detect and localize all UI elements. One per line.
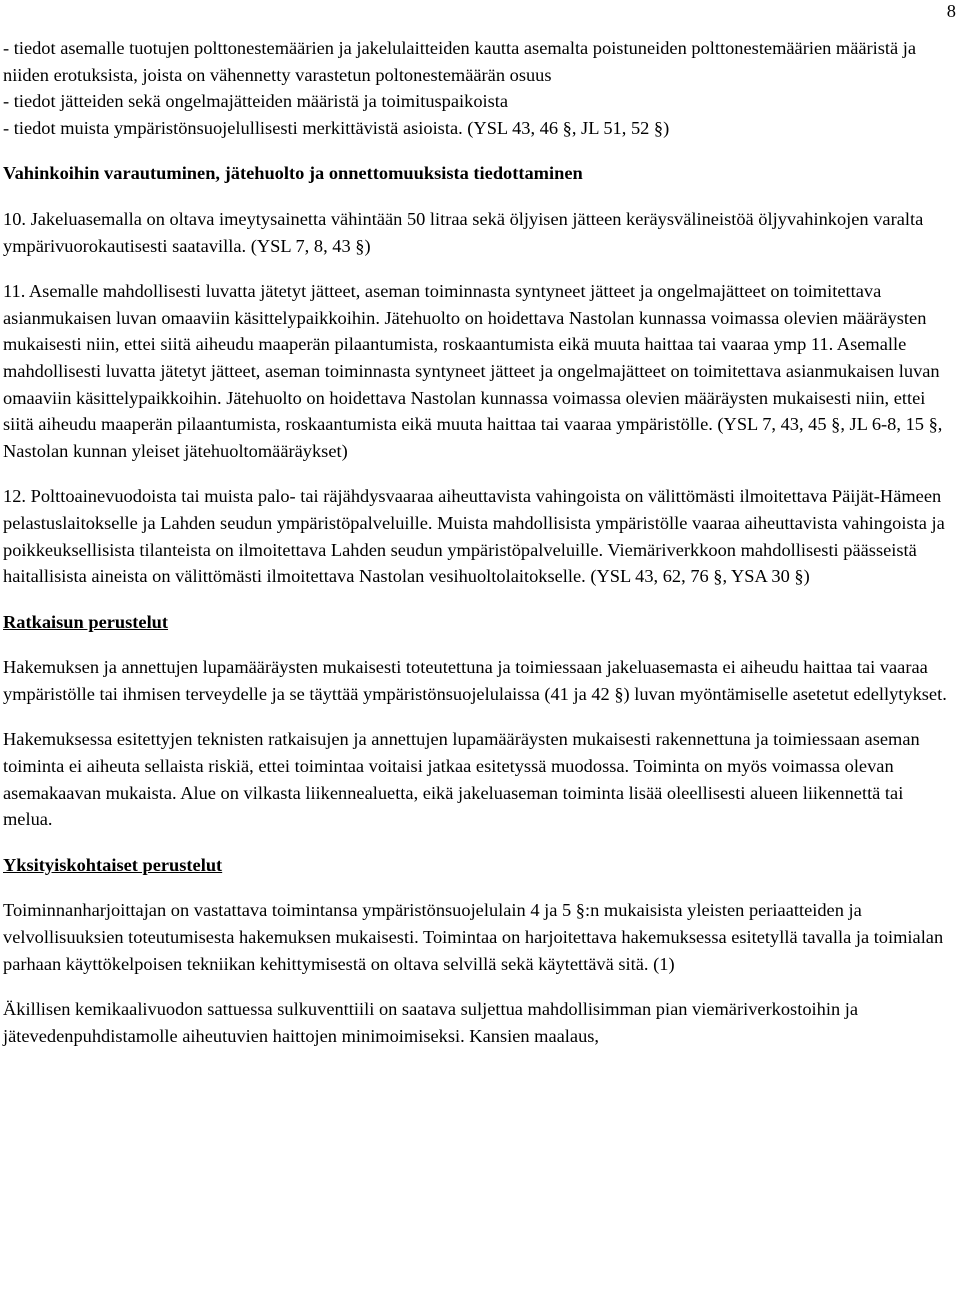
- bullet-item: - tiedot jätteiden sekä ongelmajätteiden määristä ja toimituspaikoista: [3, 91, 509, 112]
- section-heading: Vahinkoihin varautuminen, jätehuolto ja onnettomuuksista tiedottaminen: [3, 163, 583, 184]
- paragraph-hakemuksessa: Hakemuksessa esitettyjen teknisten ratkaisujen ja annettujen lupamääräysten mukaisesti rakennettuna ja toimiessaan aseman toiminta ei aiheuta sellaista riskiä, ettei toimintaa voitaisi jatkaa esitetyssä muodossa. Toiminta on myös voimassa olevan asemakaavan mukaista. Alue on vilkasta liikennealuetta, eikä jakeluaseman toiminta lisää oleellisesti alueen liikennettä tai melua.: [3, 729, 920, 830]
- heading-ratkaisun-perustelut: Ratkaisun perustelut: [3, 611, 169, 632]
- heading-yksityiskohtaiset-perustelut: Yksityiskohtaiset perustelut: [3, 854, 223, 875]
- paragraph-hakemuksen: Hakemuksen ja annettujen lupamääräysten mukaisesti toteutettuna ja toimiessaan jakeluasemasta ei aiheudu haittaa tai vaaraa ympäristölle tai ihmisen terveydelle ja se täyttää ympäristönsuojelulaissa (41 ja 42 §) luvan myöntämiselle asetetut edellytykset.: [3, 657, 947, 704]
- paragraph-toiminnanharjoittajan: Toiminnanharjoittajan on vastattava toimintansa ympäristönsuojelulain 4 ja 5 §:n mukaisista yleisten periaatteiden ja velvollisuuksien toteutumisesta hakemuksen mukaisesti. Toimintaa on harjoitettava hakemuksessa esitetyllä tavalla ja toimialan parhaan käyttökelpoisen tekniikan kehittymisestä on oltava selvillä sekä käytettävä sitä. (1): [3, 900, 944, 974]
- document-body: [3, 35, 953, 1049]
- paragraph-item-11: 11. Asemalle mahdollisesti luvatta jätetyt jätteet, aseman toiminnasta syntyneet jätteet ja ongelmajätteet on toimitettava asianmukaisen luvan omaaviin käsittelypaikkoihin. Jätehuolto on hoidettava Nastolan kunnassa voimassa olevien määräysten mukaisesti niin, ettei siitä aiheudu maaperän pilaantumista, roskaantumista eikä muuta haittaa tai vaaraa ymp 11. Asemalle mahdollisesti luvatta jätetyt jätteet, aseman toiminnasta syntyneet jätteet ja ongelmajätteet on toimitettava asianmukaisen luvan omaaviin käsittelypaikkoihin. Jätehuolto on hoidettava Nastolan kunnassa voimassa olevien määräysten mukaisesti niin, ettei siitä aiheudu maaperän pilaantumista, roskaantumista eikä muuta haittaa tai vaaraa ympäristölle. (YSL 7, 43, 45 §, JL 6-8, 15 §, Nastolan kunnan yleiset jätehuoltomääräykset): [3, 281, 943, 461]
- paragraph-item-10: 10. Jakeluasemalla on oltava imeytysainetta vähintään 50 litraa sekä öljyisen jätteen keräysvälineistöä öljyvahinkojen varalta ympärivuorokautisesti saatavilla. (YSL 7, 8, 43 §): [3, 208, 924, 256]
- page-number: 8: [946, 1, 956, 21]
- paragraph-akillisen: Äkillisen kemikaalivuodon sattuessa sulkuventtiili on saatava suljettua mahdollisimman pian viemäriverkostoihin ja jätevedenpuhdistamolle aiheutuvien haittojen minimoimiseksi. Kansien maalaus,: [3, 999, 859, 1046]
- bullet-item: - tiedot asemalle tuotujen polttonestemäärien ja jakelulaitteiden kautta asemalta poistuneiden polttonestemäärien määristä ja niiden erotuksista, joista on vähennetty varastetun poltonestemäärän osuus: [3, 38, 917, 85]
- paragraph-item-12: 12. Polttoainevuodoista tai muista palo- tai räjähdysvaaraa aiheuttavista vahingoista on välittömästi ilmoitettava Päijät-Hämeen pelastuslaitokselle ja Lahden seudun ympäristöpalveluille. Muista mahdollisista ympäristölle vaaraa aiheuttavista vahingoista ja poikkeuksellisista tilanteista on ilmoitettava Lahden seudun ympäristöpalveluille. Viemäriverkkoon mahdollisesti päässeistä haitallisista aineista on välittömästi ilmoitettava Nastolan vesihuoltolaitokselle. (YSL 43, 62, 76 §, YSA 30 §): [3, 486, 945, 587]
- bullet-item: - tiedot muista ympäristönsuojelullisesti merkittävistä asioista. (YSL 43, 46 §, JL 51, 52 §): [3, 117, 670, 138]
